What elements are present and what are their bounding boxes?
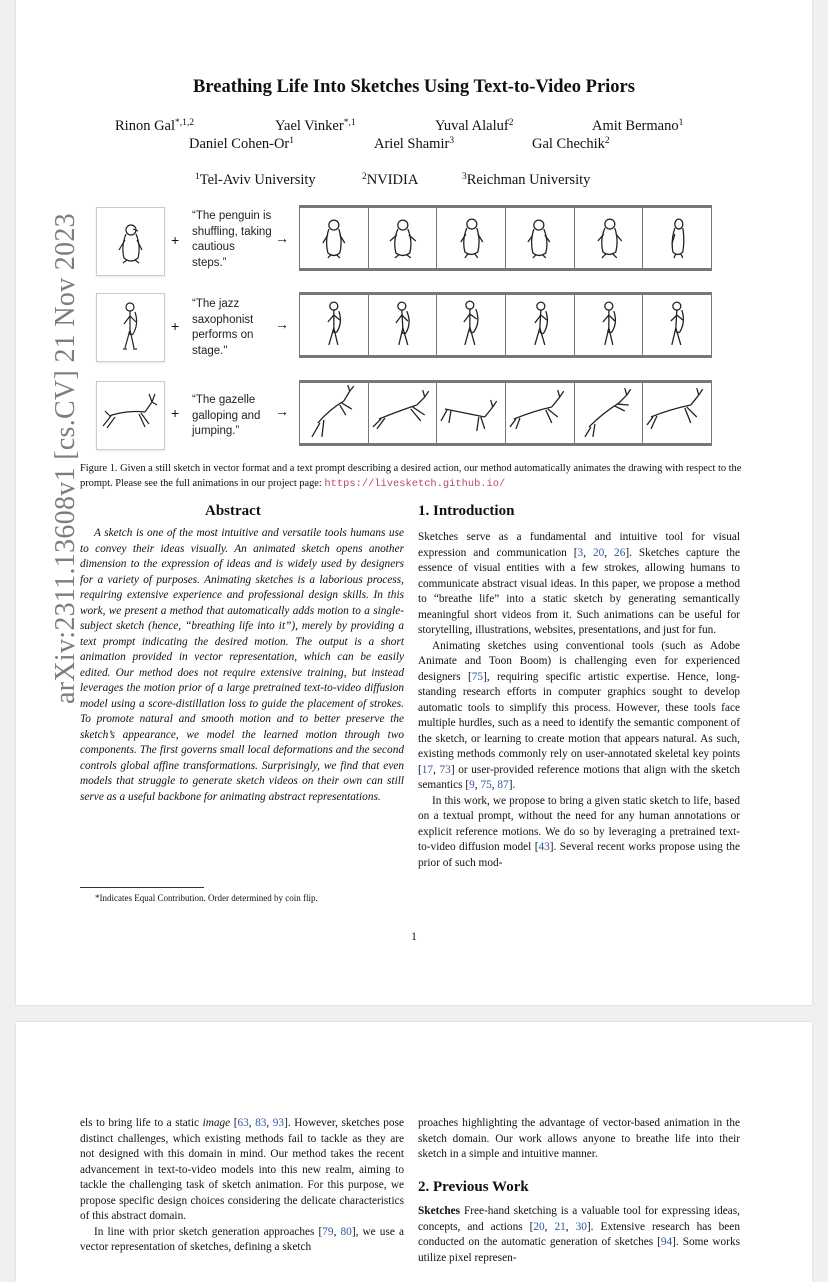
text-prompt: “The jazz saxophonist performs on stage."	[192, 298, 254, 357]
previous-work-body: Sketches Free-hand sketching is a valuable tool for expressing ideas, concepts, and actions [20, 21, 30]. Extensive research has been conducted on the automatic generation of sketches [94]. Some works utilize pixel represen-	[418, 1205, 740, 1264]
intro-paragraph-2: Animating sketches using conventional tools (such as Adobe Animate and Toon Boom) is challenging even for experienced designers [75], requiring specific artistic expertise. Hence, long-standing research efforts in computer graphics sought to develop automatic tools to simplify this process. However, these tools face multiple hurdles, such as a need to identify the semantic component of the sketch, or learning to create motion that appears natural. As such, existing methods commonly rely on user-annotated skeletal key points [17, 73] or user-provided reference motions that align with the sketch semantics [9, 75, 87].	[418, 639, 740, 791]
introduction-heading: 1. Introduction	[418, 503, 515, 519]
animation-frame	[505, 295, 574, 355]
affiliation: $^3$Reichman University	[462, 172, 591, 188]
penguin-sketch-icon	[97, 208, 164, 275]
page-number: 1	[411, 931, 417, 943]
intro-paragraph-1: Sketches serve as a fundamental and intuitive tool for visual expression and communication [3, 20, 26]. Sketches capture the essence of visual entities with a few strokes, allowing humans to communicate abstract visual ideas. In this paper, we propose a method to “breathe life” into a static sketch by generating semantically meaningful short videos from it. Such animations can be useful for storytelling, illustrations, websites, presentations, and just for fun.	[418, 531, 740, 636]
author: Amit Bermano$^1$	[592, 118, 684, 134]
saxophonist-sketch-thumbnail	[96, 293, 165, 362]
author: Daniel Cohen-Or$^1$	[189, 136, 295, 152]
animation-frame	[368, 295, 437, 355]
author: Ariel Shamir$^3$	[374, 136, 455, 152]
animation-strip-gazelle	[299, 380, 712, 446]
animation-frame	[574, 208, 643, 268]
animation-frame	[368, 383, 437, 443]
animation-frame	[642, 208, 712, 268]
abstract-heading: Abstract	[205, 503, 261, 519]
arxiv-stamp: arXiv:2311.13608v1 [cs.CV] 21 Nov 2023	[50, 213, 81, 704]
previous-work-heading: 2. Previous Work	[418, 1179, 529, 1195]
plus-symbol: +	[171, 318, 180, 334]
animation-frame	[505, 383, 574, 443]
animation-frame	[299, 295, 368, 355]
gazelle-sketch-thumbnail	[96, 381, 165, 450]
page2-left-column	[80, 1116, 404, 1256]
project-link[interactable]: https://livesketch.github.io/	[324, 477, 506, 490]
text-prompt: “The penguin is shuffling, taking cautious steps.”	[192, 210, 272, 269]
arrow-icon: →	[275, 403, 289, 419]
animation-frame	[505, 208, 574, 268]
author: Rinon Gal$^{*,1,2}$	[115, 118, 195, 134]
paper-title: Breathing Life Into Sketches Using Text-to-Video Priors	[193, 77, 635, 97]
gazelle-sketch-icon	[97, 382, 164, 449]
arrow-icon: →	[275, 316, 289, 332]
footnote-rule	[80, 887, 204, 888]
animation-frame	[299, 208, 368, 268]
affiliation: $^1$Tel-Aviv University	[195, 172, 316, 188]
page2-paragraph-2: In line with prior sketch generation approaches [79, 80], we use a vector representation of sketches, defining a sketch	[80, 1225, 404, 1253]
animation-frame	[436, 208, 505, 268]
animation-strip-saxophonist	[299, 292, 712, 358]
animation-strip-penguin	[299, 205, 712, 271]
animation-frame	[642, 383, 712, 443]
author: Yael Vinker$^{*,1}$	[275, 118, 356, 134]
author: Yuval Alaluf$^2$	[435, 118, 514, 134]
introduction-body	[418, 530, 740, 871]
text-prompt: “The gazelle galloping and jumping.”	[192, 394, 261, 437]
intro-paragraph-3: In this work, we propose to bring a given static sketch to life, based on a textual prompt, without the need for any human annotations or explicit reference motions. We do so by leveraging a pretrained text-to-video diffusion model [43]. Several recent works propose using the prior of such mod-	[418, 794, 740, 869]
page2-paragraph-1: els to bring life to a static image [63, 83, 93]. However, sketches pose distinct challenges, which existing methods fail to tackle as they are not designed with this domain in mind. Our method takes the recent advancement in text-to-video models into this new realm, aiming to tackle the challenging task of sketch animation. For this purpose, we propose specific design choices considering the delicate characteristics of this abstract domain.	[80, 1117, 404, 1222]
footnote: *Indicates Equal Contribution. Order determined by coin flip.	[95, 893, 318, 903]
penguin-sketch-thumbnail	[96, 207, 165, 276]
animation-frame	[574, 295, 643, 355]
animation-frame	[436, 383, 505, 443]
paper-page-1	[16, 0, 812, 1005]
saxophonist-sketch-icon	[97, 294, 164, 361]
arrow-icon: →	[275, 230, 289, 246]
animation-frame	[436, 295, 505, 355]
affiliation: $^2$NVIDIA	[362, 172, 419, 188]
page2-right-column	[418, 1116, 740, 1163]
plus-symbol: +	[171, 232, 180, 248]
author: Gal Chechik$^2$	[532, 136, 610, 152]
plus-symbol: +	[171, 405, 180, 421]
abstract-body: A sketch is one of the most intuitive and versatile tools humans use to convey their ideas visually. An animated sketch opens another dimension to the expression of ideas and is widely used by designers for a variety of purposes. Animating sketches is a laborious process, requiring extensive experience and professional design skills. In this work, we present a method that automatically adds motion to a single-subject sketch (hence, “breathing life into it”), merely by providing a text prompt indicating the desired motion. The output is a short animation provided in vector representation, which can be easily edited. Our method does not require extensive training, but instead leverages the motion prior of a large pretrained text-to-video diffusion model using a score-distillation loss to guide the placement of strokes. To promote natural and smooth motion and to better preserve the sketch’s appearance, we model the learned motion through two components. The first governs small local deformations and the second controls global affine transformations. Surprisingly, we find that even models that struggle to generate sketch videos on their own can still serve as a useful backbone for animating abstract representations.	[80, 527, 404, 803]
page2-right-paragraph: proaches highlighting the advantage of vector-based animation in the sketch domain. Our work allows anyone to breathe life into their sketch in a simple and intuitive manner.	[418, 1117, 740, 1160]
animation-frame	[368, 208, 437, 268]
figure-caption: Figure 1. Given a still sketch in vector format and a text prompt describing a desired action, our method automatically animates the drawing with respect to the prompt. Please see the full animations in our project page: https://livesketch.github.io/	[80, 463, 742, 490]
animation-frame	[642, 295, 712, 355]
animation-frame	[299, 383, 368, 443]
animation-frame	[574, 383, 643, 443]
paper-page-2	[16, 1022, 812, 1282]
